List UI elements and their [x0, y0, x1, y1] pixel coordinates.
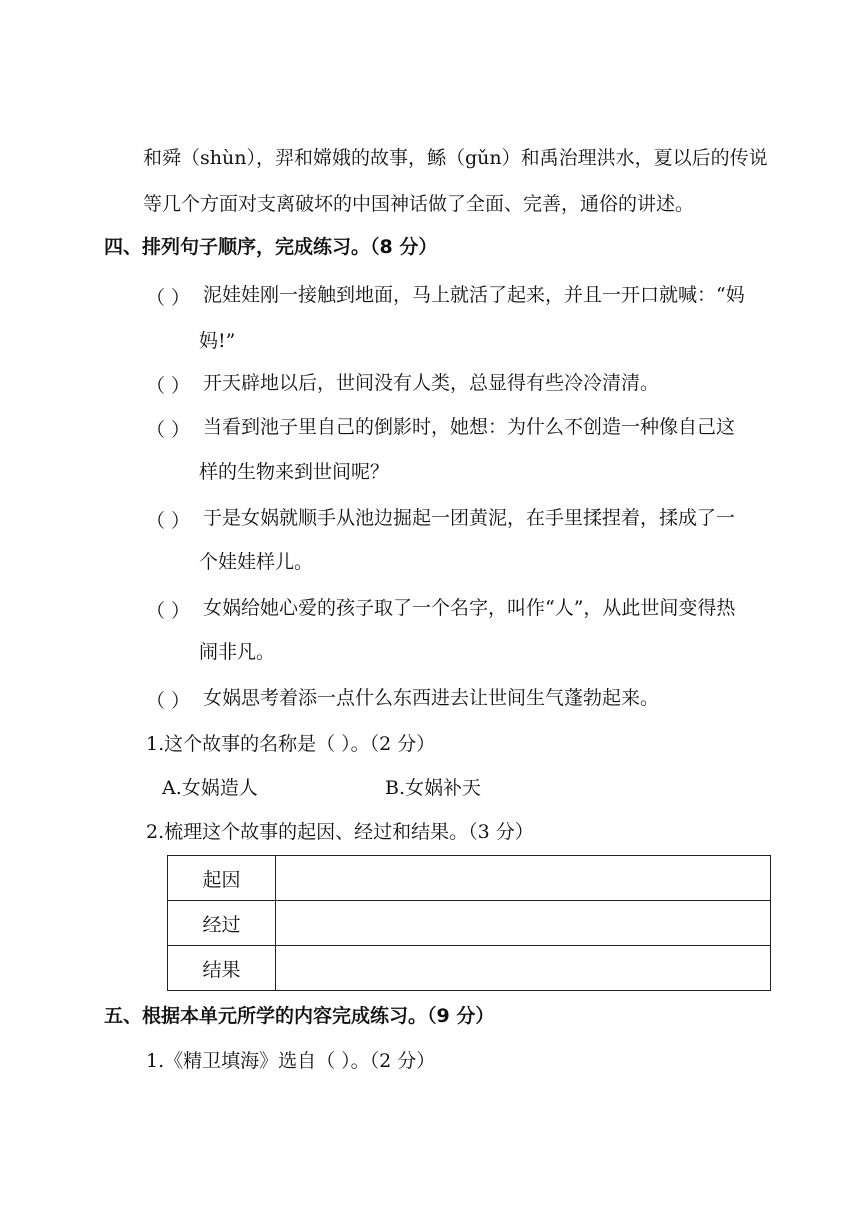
intro-line-2: 等几个方面对支离破坏的中国神话做了全面、完善，通俗的讲述。: [143, 193, 695, 215]
answer-blank[interactable]: （ ）: [146, 419, 191, 441]
row-label-cause: 起因: [168, 856, 276, 901]
option-b[interactable]: B.女娲补天: [385, 777, 482, 799]
sentence-text-cont: 闹非凡。: [199, 641, 276, 663]
answer-cell-result[interactable]: [276, 946, 771, 991]
answer-blank[interactable]: （ ）: [146, 287, 191, 309]
answer-cell-cause[interactable]: [276, 856, 771, 901]
answer-cell-process[interactable]: [276, 901, 771, 946]
answer-blank[interactable]: （ ）: [146, 510, 191, 532]
answer-blank[interactable]: （ ）: [146, 690, 191, 712]
sentence-text-cont: 样的生物来到世间呢？: [199, 461, 390, 483]
answer-blank[interactable]: （ ）: [146, 600, 191, 622]
sentence-text: 女娲给她心爱的孩子取了一个名字，叫作“人”，从此世间变得热: [203, 597, 736, 619]
sentence-text: 于是女娲就顺手从池边掘起一团黄泥，在手里揉捏着，揉成了一: [203, 507, 736, 529]
sentence-text: 泥娃娃刚一接触到地面，马上就活了起来，并且一开口就喊：“妈: [203, 284, 745, 306]
question-1: 1.这个故事的名称是（ ）。（2 分）: [146, 733, 436, 755]
sentence-text-cont: 妈!”: [199, 330, 236, 352]
table-row: [168, 856, 771, 901]
table-row: [168, 946, 771, 991]
section4-title: 四、排列句子顺序，完成练习。（8 分）: [104, 236, 438, 258]
story-table: [167, 855, 771, 991]
section5-question-1: 1.《精卫填海》选自（ ）。（2 分）: [146, 1050, 436, 1072]
intro-line-1: 和舜（shùn），羿和嫦娥的故事，鲧（gǔn）和禹治理洪水，夏以后的传说: [143, 147, 768, 169]
sentence-text: 当看到池子里自己的倒影时，她想：为什么不创造一种像自己这: [203, 416, 736, 438]
sentence-text-cont: 个娃娃样儿。: [199, 551, 314, 573]
answer-blank[interactable]: （ ）: [146, 375, 191, 397]
row-label-result: 结果: [168, 946, 276, 991]
sentence-text: 开天辟地以后，世间没有人类，总显得有些冷冷清清。: [203, 372, 660, 394]
option-a[interactable]: A.女娲造人: [162, 777, 258, 799]
table-row: [168, 901, 771, 946]
row-label-process: 经过: [168, 901, 276, 946]
sentence-text: 女娲思考着添一点什么东西进去让世间生气蓬勃起来。: [203, 687, 660, 709]
question-2: 2.梳理这个故事的起因、经过和结果。（3 分）: [146, 821, 534, 843]
section5-title: 五、根据本单元所学的内容完成练习。（9 分）: [104, 1005, 495, 1027]
